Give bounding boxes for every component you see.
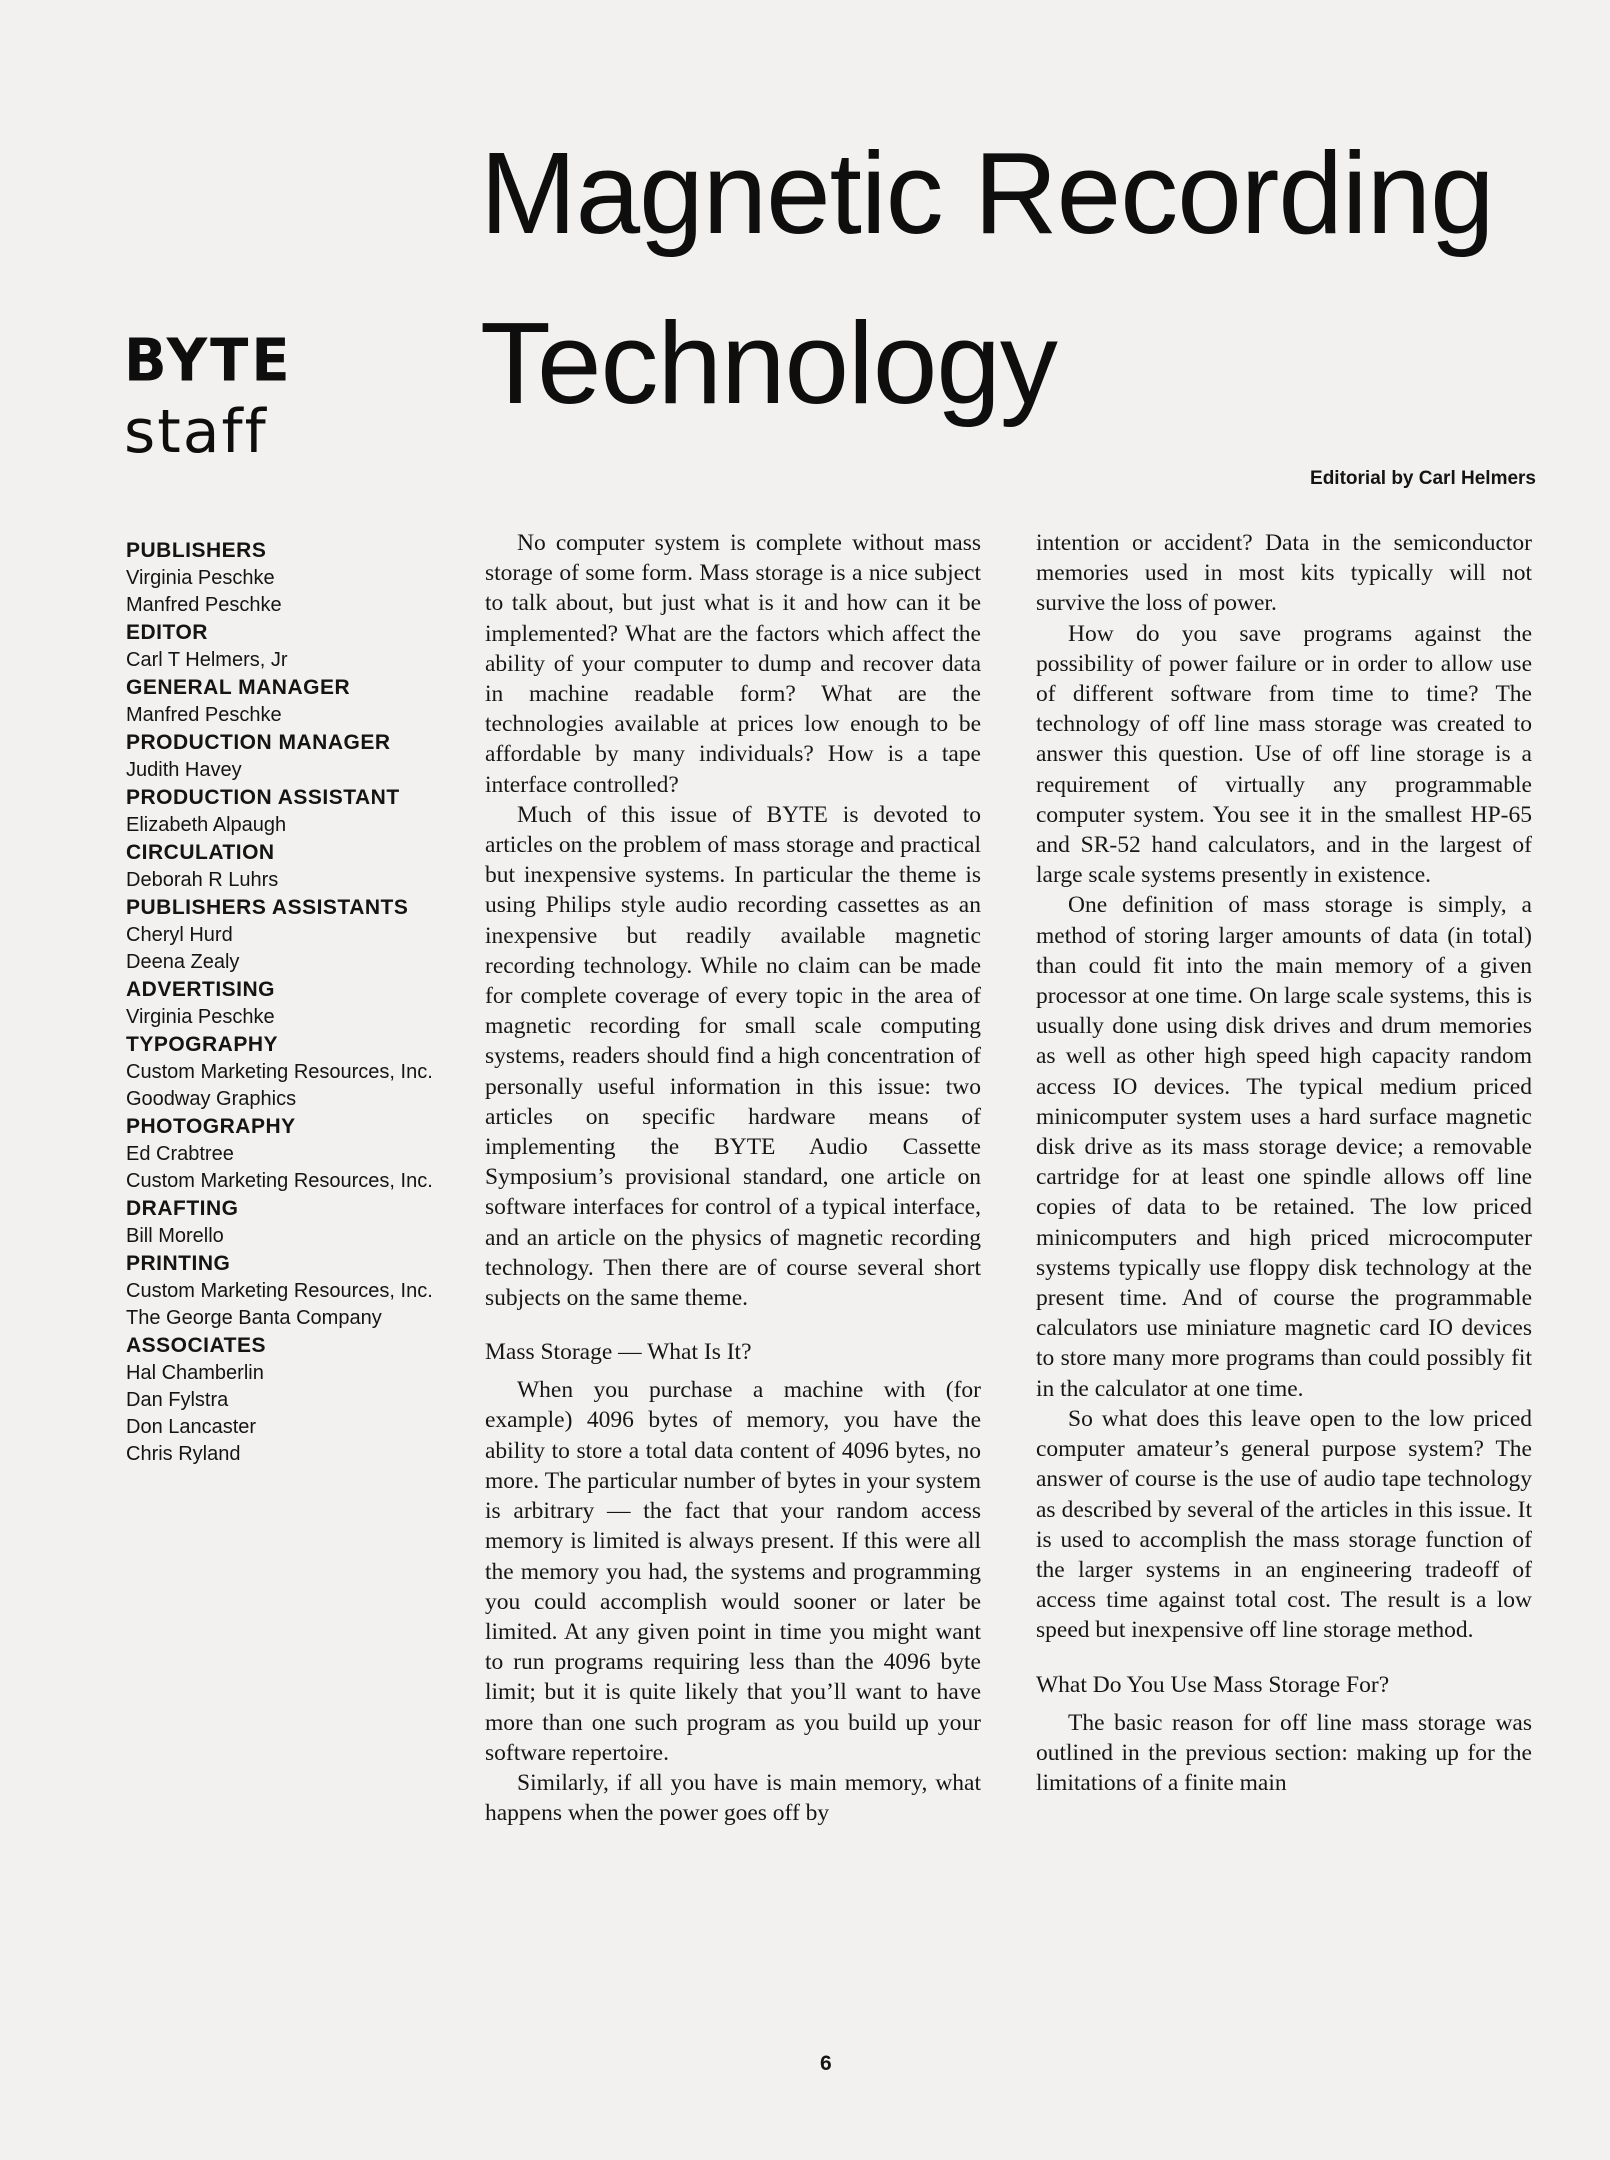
masthead-staff-name: The George Banta Company (126, 1307, 382, 1329)
masthead-staff-name: Hal Chamberlin (126, 1362, 264, 1384)
masthead-role-heading: PUBLISHERS (126, 539, 267, 562)
masthead-staff-name: Manfred Peschke (126, 704, 282, 726)
paragraph: Similarly, if all you have is main memory, what happens when the power goes off by (485, 1769, 981, 1827)
masthead-section (126, 894, 476, 976)
masthead-role-heading: PRODUCTION ASSISTANT (126, 786, 400, 809)
masthead-section (126, 976, 476, 1031)
masthead-staff-name: Cheryl Hurd (126, 924, 233, 946)
article-column-1 (485, 528, 981, 1828)
masthead-section (126, 1031, 476, 1113)
masthead-role-heading: EDITOR (126, 621, 208, 644)
masthead-staff-name: Deena Zealy (126, 951, 240, 973)
masthead-section (126, 839, 476, 894)
masthead-role-heading: DRAFTING (126, 1197, 239, 1220)
masthead-role-heading: PHOTOGRAPHY (126, 1115, 296, 1138)
article-title-line-1: Magnetic Recording (480, 128, 1494, 258)
masthead-section (126, 1113, 476, 1195)
masthead-role-heading: GENERAL MANAGER (126, 676, 351, 699)
page-number: 6 (820, 2052, 832, 2075)
byte-logo: BYTE (124, 326, 293, 395)
masthead-role-heading: TYPOGRAPHY (126, 1033, 279, 1056)
masthead-role-heading: PUBLISHERS ASSISTANTS (126, 896, 409, 919)
masthead-staff-name: Custom Marketing Resources, Inc. (126, 1280, 433, 1302)
masthead-section (126, 1332, 476, 1468)
masthead-staff-name: Carl T Helmers, Jr (126, 649, 288, 671)
article-title-line-2: Technology (480, 298, 1057, 428)
masthead-section (126, 537, 476, 619)
masthead-staff-name: Custom Marketing Resources, Inc. (126, 1061, 433, 1083)
section-heading: Mass Storage — What Is It? (485, 1339, 752, 1366)
paragraph: intention or accident? Data in the semiconductor memories used in most kits typically will not survive the loss of power. (1036, 530, 1532, 617)
masthead-staff-name: Elizabeth Alpaugh (126, 814, 287, 836)
paragraph: One definition of mass storage is simply, a method of storing larger amounts of data (in total) than could fit into the main memory of a given processor at one time. On large scale systems, this is usually done using disk drives and drum memories as well as other high speed high capacity random access IO devices. The typical medium priced minicomputer system uses a hard surface magnetic disk drive as its mass storage device; a removable cartridge for at least one spindle allows off line copies of data to be retained. The low priced minicomputers and high priced microcomputer systems typically use floppy disk technology at the present time. And of course the programmable calculators use miniature magnetic card IO devices to store many more programs than could possibly fit in the calculator at one time. (1036, 892, 1532, 1402)
paragraph: How do you save programs against the possibility of power failure or in order to allow use of different software from time to time? The technology of off line mass storage was created to answer this question. Use of off line storage is a requirement of virtually any programmable computer system. You see it in the smallest HP-65 and SR-52 hand calculators, and in the largest of large scale systems presently in existence. (1036, 620, 1532, 889)
masthead-staff-name: Dan Fylstra (126, 1389, 229, 1411)
masthead-role-heading: CIRCULATION (126, 841, 275, 864)
paragraph: Much of this issue of BYTE is devoted to articles on the problem of mass storage and practical but inexpensive systems. In particular the theme is using Philips style audio recording cassettes as an inexpensive but readily available magnetic recording technology. While no claim can be made for complete coverage of every topic in the area of magnetic recording for small scale computing systems, readers should find a high concentration of personally useful information in this issue: two articles on specific hardware means of implementing the BYTE Audio Cassette Symposium’s provisional standard, one article on software interfaces for control of a typical interface, and an article on the physics of magnetic recording technology. Then there are of course several short subjects on the same theme. (485, 801, 981, 1312)
masthead-section (126, 1250, 476, 1332)
masthead-section (126, 619, 476, 674)
masthead-section (126, 1195, 476, 1250)
masthead-staff-name: Virginia Peschke (126, 1006, 275, 1028)
masthead-staff-name: Don Lancaster (126, 1416, 257, 1438)
masthead-staff-name: Custom Marketing Resources, Inc. (126, 1170, 433, 1192)
masthead-section (126, 729, 476, 784)
article-column-2 (1036, 528, 1532, 1798)
masthead-role-heading: PRODUCTION MANAGER (126, 731, 391, 754)
paragraph: No computer system is complete without mass storage of some form. Mass storage is a nice subject to talk about, but just what is it and how can it be implemented? What are the factors which affect the ability of your computer to dump and recover data in machine readable form? What are the technologies available at prices low enough to be affordable by many individuals? How is a tape interface controlled? (485, 530, 981, 798)
byline: Editorial by Carl Helmers (1310, 468, 1536, 489)
masthead-role-heading: ADVERTISING (126, 978, 276, 1001)
section-heading: What Do You Use Mass Storage For? (1036, 1671, 1390, 1698)
paragraph: So what does this leave open to the low priced computer amateur’s general purpose system? The answer of course is the use of audio tape technology as described by several of the articles in this issue. It is used to accomplish the mass storage function of the larger systems in an engineering tradeoff of access time against total cost. The result is a low speed but inexpensive off line storage method. (1036, 1405, 1532, 1644)
masthead-section (126, 674, 476, 729)
masthead-staff-name: Judith Havey (126, 759, 242, 781)
masthead-staff-name: Virginia Peschke (126, 567, 275, 589)
masthead-staff-name: Chris Ryland (126, 1443, 241, 1465)
masthead-role-heading: PRINTING (126, 1252, 231, 1275)
paragraph: When you purchase a machine with (for example) 4096 bytes of memory, you have the ability to store a total data content of 4096 bytes, no more. The particular number of bytes in your system is arbitrary — the fact that your random access memory is limited is always present. If this were all the memory you had, the systems and programming you could accomplish would sooner or later be limited. At any given point in time you might want to run programs requiring less than the 4096 byte limit; but it is quite likely that you’ll want to have more than one such program as you build up your software repertoire. (485, 1377, 981, 1766)
masthead-staff-name: Bill Morello (126, 1225, 224, 1247)
masthead-role-heading: ASSOCIATES (126, 1334, 266, 1357)
staff-heading: staff (124, 397, 268, 467)
paragraph: The basic reason for off line mass storage was outlined in the previous section: making up for the limitations of a finite main (1036, 1709, 1532, 1796)
masthead-staff-name: Deborah R Luhrs (126, 869, 279, 891)
masthead-staff-name: Goodway Graphics (126, 1088, 297, 1110)
masthead-staff-name: Ed Crabtree (126, 1143, 234, 1165)
staff-masthead (126, 537, 476, 1468)
masthead-staff-name: Manfred Peschke (126, 594, 282, 616)
masthead-section (126, 784, 476, 839)
